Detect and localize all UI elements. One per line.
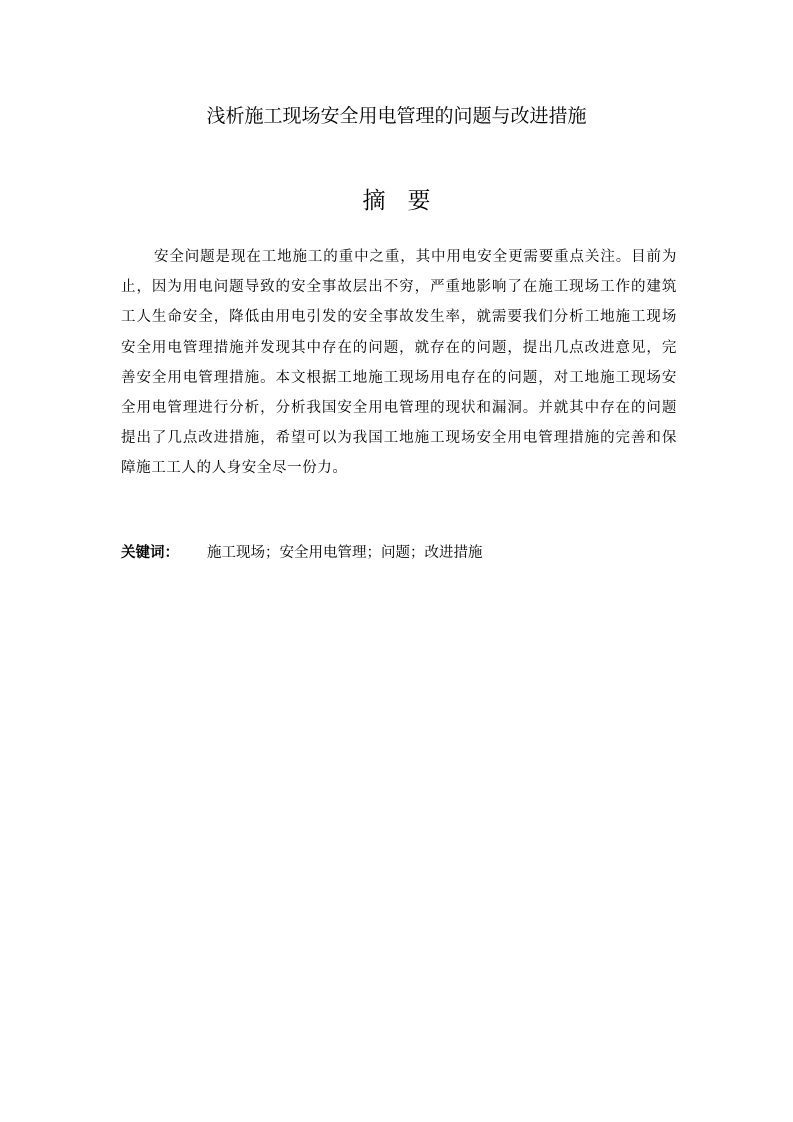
abstract-heading: 摘要 [362, 188, 453, 214]
keywords-value: 施工现场；安全用电管理；问题；改进措施 [207, 545, 483, 561]
keywords-line [121, 540, 677, 566]
document-title: 浅析施工现场安全用电管理的问题与改进措施 [206, 105, 587, 127]
keywords-label: 关键词： [121, 545, 179, 561]
abstract-paragraph: 安全问题是现在工地施工的重中之重，其中用电安全更需要重点关注。目前为止，因为用电问题导致的安全事故层出不穷，严重地影响了在施工现场工作的建筑工人生命安全，降低由用电引发的安全事故发生率，就需要我们分析工地施工现场安全用电管理措施并发现其中存在的问题，就存在的问题，提出几点改进意见，完善安全用电管理措施。本文根据工地施工现场用电存在的问题，对工地施工现场安全用电管理进行分析，分析我国安全用电管理的现状和漏洞。并就其中存在的问题提出了几点改进措施，希望可以为我国工地施工现场安全用电管理措施的完善和保障施工工人的人身安全尽一份力。 [121, 249, 677, 477]
